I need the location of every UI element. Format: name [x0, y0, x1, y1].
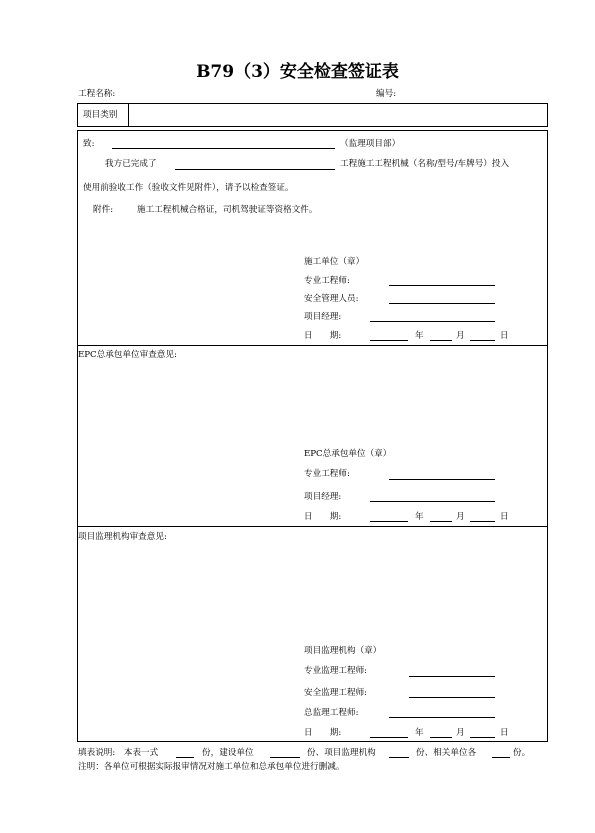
epc-pm-label: 项目经理:	[304, 492, 342, 502]
supervisor-dept-field[interactable]	[112, 148, 335, 149]
supervision-month-field[interactable]	[430, 737, 452, 738]
machinery-text: 工程施工工程机械（名称/型号/车牌号）投入	[340, 159, 510, 169]
epc-year-field[interactable]	[370, 521, 408, 522]
project-manager-label: 项目经理:	[304, 312, 342, 322]
project-type-divider	[128, 103, 129, 127]
chief-supervisor-label: 总监理工程师:	[304, 708, 359, 718]
epc-day-field[interactable]	[470, 521, 495, 522]
supervision-year-field[interactable]	[370, 737, 408, 738]
epc-year-label: 年	[415, 512, 424, 522]
supervision-copies-field[interactable]	[389, 757, 409, 758]
we-completed-text: 我方已完成了	[105, 159, 157, 169]
supervision-day-field[interactable]	[470, 737, 495, 738]
project-name-label: 工程名称:	[78, 89, 116, 99]
supervision-year-label: 年	[415, 728, 424, 738]
project-manager-signature-field[interactable]	[370, 321, 495, 322]
safety-manager-label: 安全管理人员:	[304, 294, 359, 304]
project-type-label: 项目类别	[83, 110, 118, 120]
epc-pm-signature-field[interactable]	[370, 501, 495, 502]
construction-copies-label: 份，建设单位	[202, 748, 254, 758]
day-field[interactable]	[470, 340, 495, 341]
number-label: 编号:	[376, 89, 397, 99]
supervision-date-label: 日 期:	[304, 728, 342, 738]
attachment-text: 施工工程机械合格证，司机驾驶证等资格文件。	[137, 205, 318, 215]
epc-month-field[interactable]	[430, 521, 452, 522]
attachment-label: 附件:	[93, 205, 114, 215]
request-text: 使用前验收工作（验收文件见附件），请予以检查签证。	[83, 183, 294, 193]
construction-copies-field[interactable]	[270, 757, 300, 758]
section-divider-2	[77, 526, 548, 527]
safety-manager-signature-field[interactable]	[389, 303, 495, 304]
footer-note: 注明：各单位可根据实际报审情况对施工单位和总承包单位进行删减。	[78, 762, 345, 772]
supervision-review-comments[interactable]	[79, 546, 545, 636]
month-field[interactable]	[430, 340, 452, 341]
supervision-copies-label: 份、项目监理机构	[307, 748, 376, 758]
epc-date-label: 日 期:	[304, 512, 342, 522]
supervision-review-heading: 项目监理机构审查意见:	[78, 532, 167, 542]
supervision-unit-label: 项目监理机构（章）	[304, 646, 382, 656]
supervision-engineer-signature-field[interactable]	[409, 676, 495, 677]
supervision-day-label: 日	[500, 728, 509, 738]
day-label: 日	[500, 331, 509, 341]
supervision-month-label: 月	[456, 728, 465, 738]
safety-supervision-label: 安全监理工程师:	[304, 688, 368, 698]
epc-unit-label: EPC总承包单位（章）	[304, 449, 392, 459]
epc-month-label: 月	[456, 512, 465, 522]
epc-engineer-label: 专业工程师:	[304, 469, 350, 479]
total-copies-field[interactable]	[176, 757, 194, 758]
related-units-copies-label: 份、相关单位各	[416, 748, 477, 758]
safety-supervision-signature-field[interactable]	[409, 697, 495, 698]
chief-supervisor-signature-field[interactable]	[389, 717, 495, 718]
section-divider-1	[77, 345, 548, 346]
construction-unit-label: 施工单位（章）	[304, 257, 365, 267]
form-title: B79（3）安全检查签证表	[196, 62, 399, 82]
engineer-signature-field[interactable]	[389, 285, 495, 286]
month-label: 月	[456, 331, 465, 341]
year-label: 年	[415, 331, 424, 341]
date-label: 日 期:	[304, 331, 342, 341]
epc-review-heading: EPC总承包单位审查意见:	[78, 350, 177, 360]
epc-engineer-signature-field[interactable]	[389, 479, 495, 480]
engineer-label: 专业工程师:	[304, 276, 350, 286]
epc-review-comments[interactable]	[79, 364, 545, 444]
related-units-copies-field[interactable]	[492, 757, 510, 758]
copies-instruction-label: 填表说明: 本表一式	[78, 748, 159, 758]
supervisor-dept: （监理项目部）	[340, 139, 401, 149]
to-label: 致:	[83, 139, 95, 149]
copies-suffix: 份。	[513, 748, 531, 758]
project-type-value[interactable]	[130, 104, 546, 126]
supervision-engineer-label: 专业监理工程师:	[304, 666, 368, 676]
year-field[interactable]	[370, 340, 408, 341]
epc-day-label: 日	[500, 512, 509, 522]
project-name-field[interactable]	[175, 169, 335, 170]
